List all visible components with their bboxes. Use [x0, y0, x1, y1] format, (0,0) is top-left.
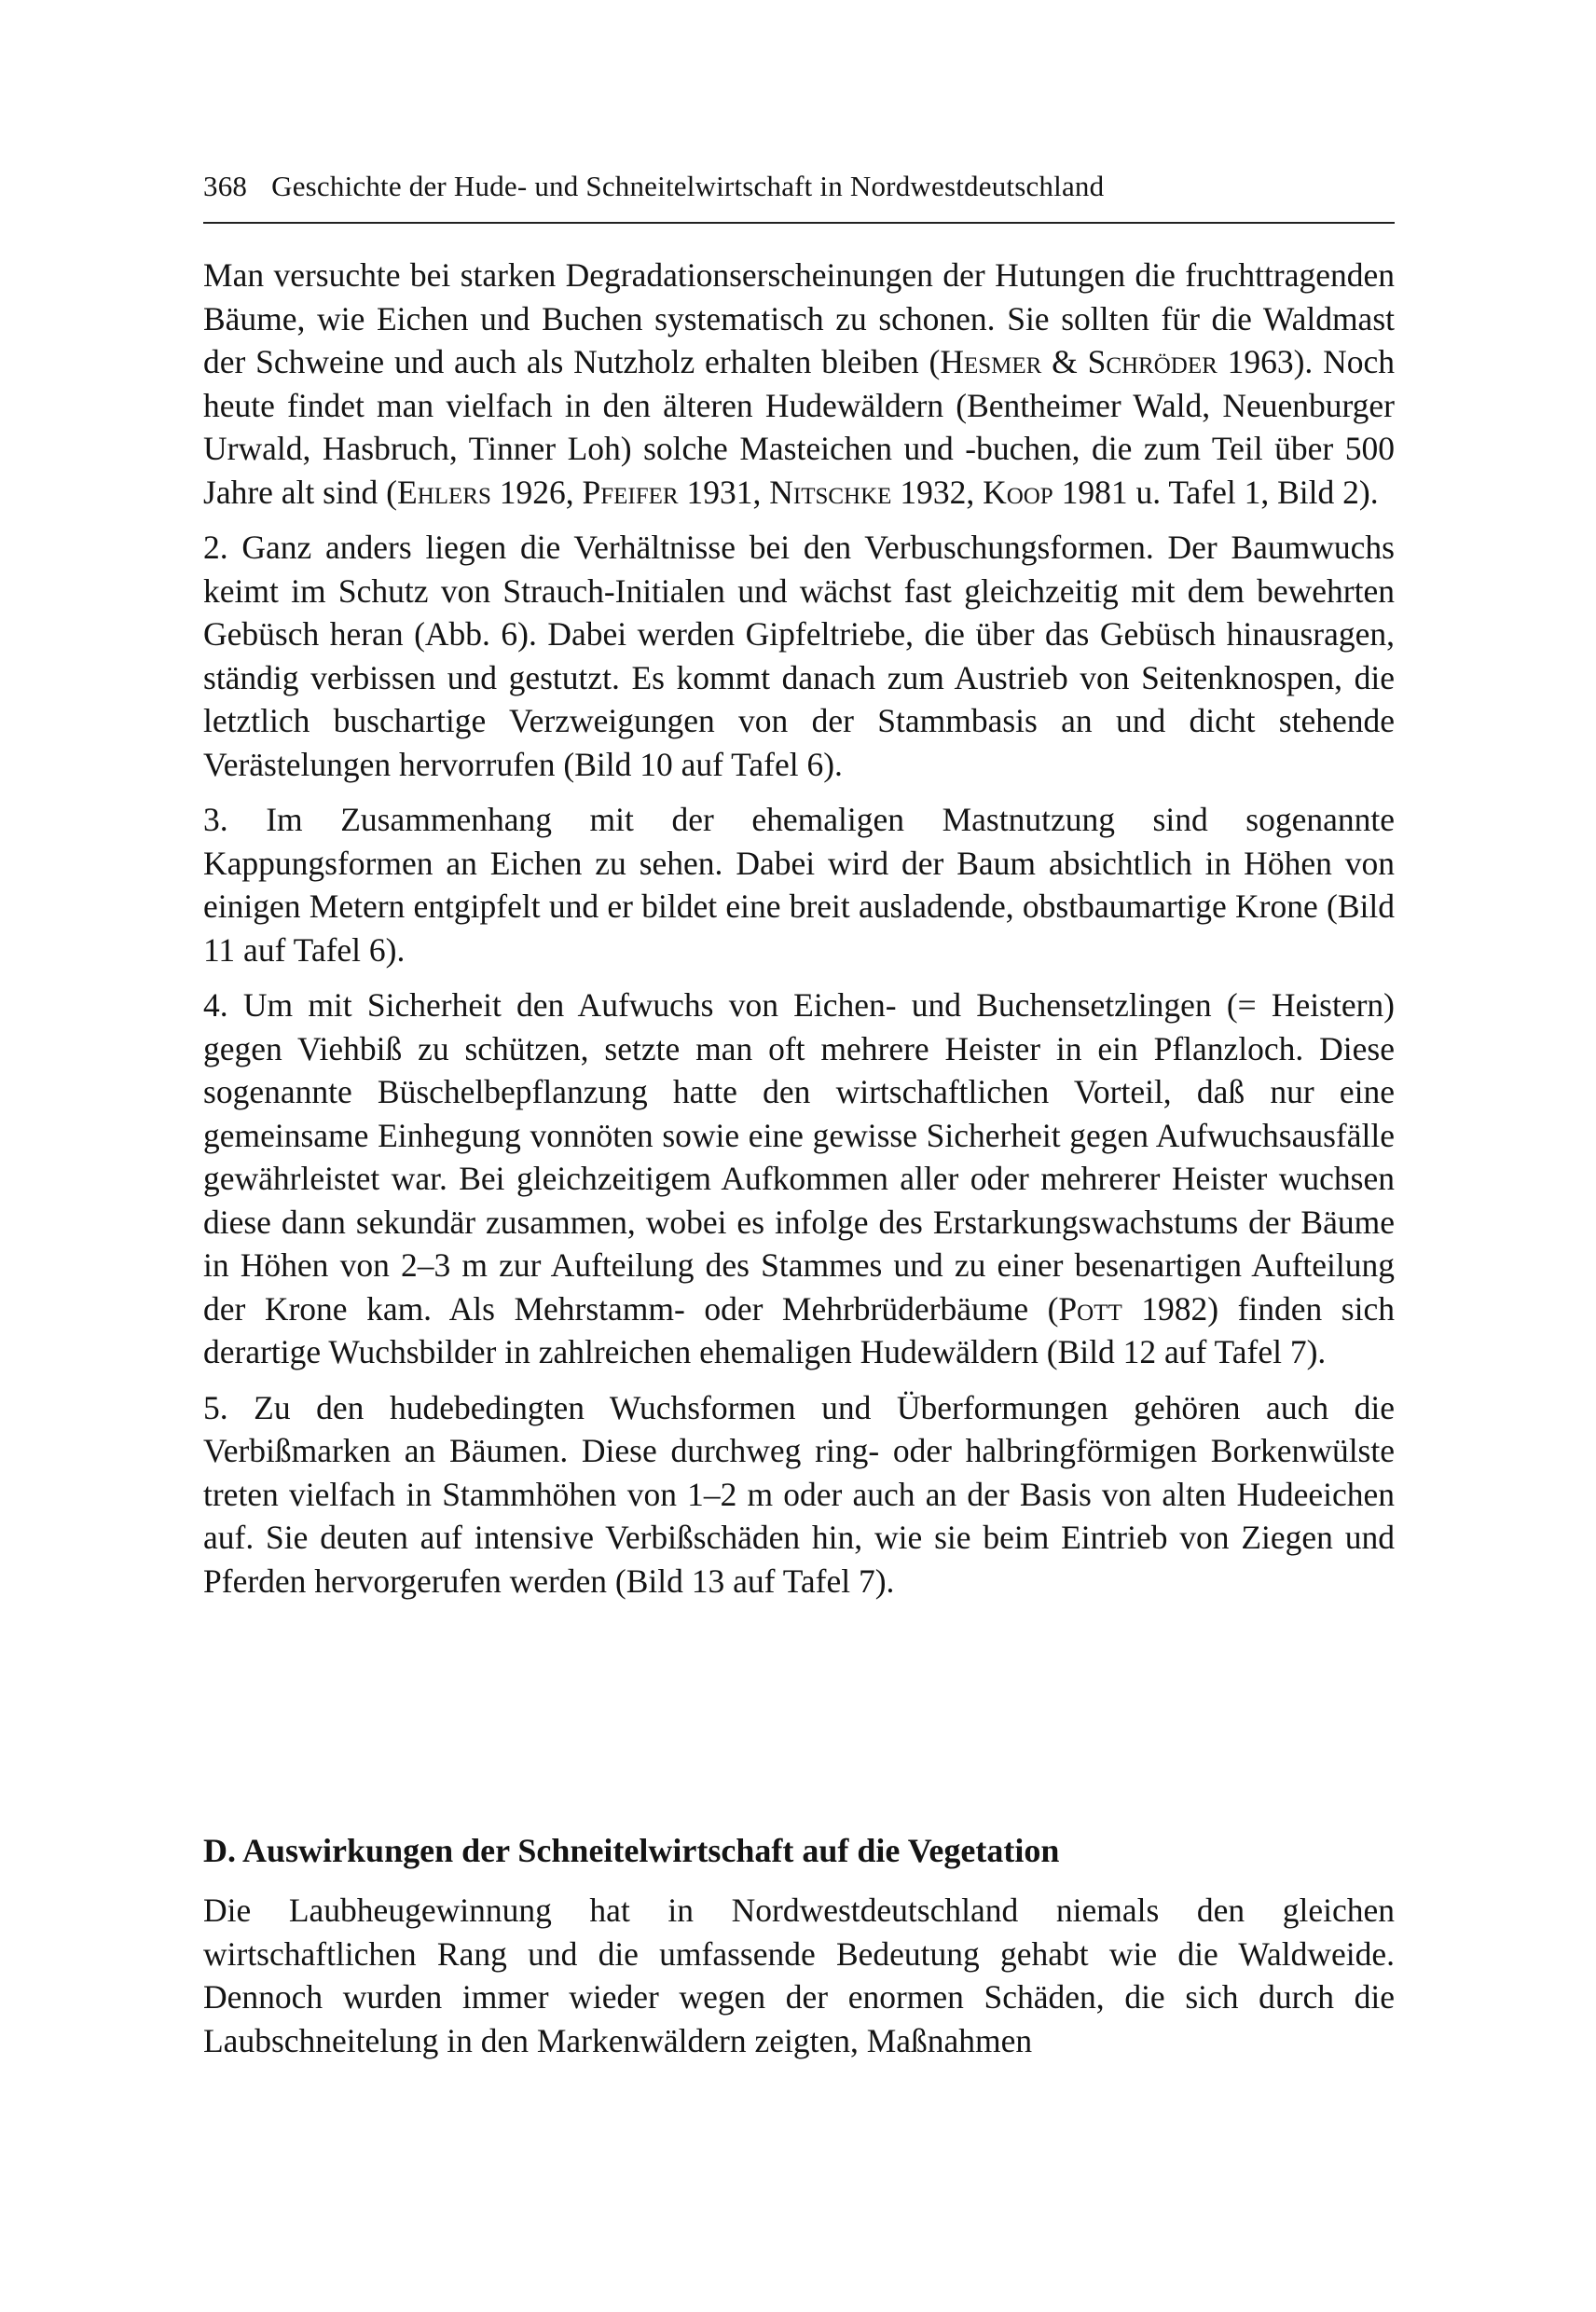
author-citation: Koop: [983, 473, 1053, 511]
author-citation: Pfeifer: [582, 473, 679, 511]
author-citation: Ehlers: [397, 473, 491, 511]
text-run: 5. Zu den hudebedingten Wuchsformen und Überformungen gehören auch die Verbißmarken an Bäumen. Diese durchweg ring- oder halbringförmigen Borkenwülste treten vielfach in Stammhöhen von 1–2 m oder auch an der Basis von alten Hudeeichen auf. Sie deuten auf intensive Verbißschäden hin, wie sie beim Eintrieb von Ziegen und Pferden hervorgerufen werden (Bild 13 auf Tafel 7).: [203, 1388, 1395, 1600]
author-citation: Hesmer: [940, 343, 1042, 380]
running-title: Geschichte der Hude- und Schneitelwirtschaft in Nordwestdeutschland: [271, 170, 1105, 202]
text-run: 4. Um mit Sicherheit den Aufwuchs von Eichen- und Buchensetzlingen (= Heistern) gegen Viehbiß zu schützen, setzte man oft mehrere Heister in ein Pflanzloch. Diese sogenannte Büschelbepflanzung hatte den wirtschaftlichen Vorteil, daß nur eine gemeinsame Einhegung vonnöten sowie eine gewisse Sicherheit gegen Aufwuchsausfälle gewährleistet war. Bei gleichzeitigem Aufkommen aller oder mehrerer Heister wuchsen diese dann sekundär zusammen, wobei es infolge des Erstarkungswachstums der Bäume in Höhen von 2–3 m zur Aufteilung des Stammes und zu einer besenartigen Aufteilung der Krone kam. Als Mehrstamm- oder Mehrbrüderbäume (: [203, 986, 1395, 1328]
text-run: Man versuchte bei starken Degradationserscheinungen der Hutungen die fruchttragenden Bäume, wie Eichen und Buchen systematisch zu schonen. Sie sollten für die Waldmast der Schweine und auch als Nutzholz erhalten bleiben (: [203, 256, 1395, 380]
text-run: &: [1041, 343, 1088, 380]
text-run: 1981 u. Tafel 1, Bild 2).: [1053, 473, 1379, 511]
paragraph-1: [203, 254, 1395, 514]
paragraph-2: [203, 526, 1395, 786]
author-citation: Schröder: [1087, 343, 1218, 380]
main-text-block: [203, 254, 1395, 1615]
section-d-paragraph: Die Laubheugewinnung hat in Nordwestdeutschland niemals den gleichen wirtschaftlichen Rang und die umfassende Bedeutung gehabt wie die Waldweide. Dennoch wurden immer wieder wegen der enormen Schäden, die sich durch die Laubschneitelung in den Markenwäldern zeigten, Maßnahmen: [203, 1892, 1395, 2059]
page-number: 368: [203, 170, 248, 202]
text-run: 1932,: [891, 473, 984, 511]
text-run: 2. Ganz anders liegen die Verhältnisse bei den Verbuschungsformen. Der Baumwuchs keimt im Schutz von Strauch-Initialen und wächst fast gleichzeitig mit dem bewehrten Gebüsch heran (Abb. 6). Dabei werden Gipfeltriebe, die über das Gebüsch hinausragen, ständig verbissen und gestutzt. Es kommt danach zum Austrieb von Seitenknospen, die letztlich buschartige Verzweigungen von der Stammbasis an und dicht stehende Verästelungen hervorrufen (Bild 10 auf Tafel 6).: [203, 529, 1395, 783]
text-run: 3. Im Zusammenhang mit der ehemaligen Mastnutzung sind sogenannte Kappungsformen an Eichen zu sehen. Dabei wird der Baum absichtlich in Höhen von einigen Metern entgipfelt und er bildet eine breit ausladende, obstbaumartige Krone (Bild 11 auf Tafel 6).: [203, 801, 1395, 969]
text-run: 1963). Noch heute findet man vielfach in den älteren Hudewäldern (Bentheimer Wald, Neuenburger Urwald, Hasbruch, Tinner Loh) solche Masteichen und -buchen, die zum Teil über 500 Jahre alt sind (: [203, 343, 1396, 511]
header-rule: [203, 222, 1395, 224]
paragraph-4: [203, 984, 1395, 1374]
author-citation: Pott: [1058, 1289, 1122, 1328]
text-run: 1926,: [490, 473, 583, 511]
author-citation: Nitschke: [769, 473, 892, 511]
section-d-text-block: [203, 1889, 1395, 2074]
paragraph-3: [203, 798, 1395, 971]
section-heading: D. Auswirkungen der Schneitelwirtschaft auf die Vegetation: [203, 1832, 1060, 1869]
text-run: 1931,: [678, 473, 770, 511]
text-run: 1982) finden sich derartige Wuchsbilder in zahlreichen ehemaligen Hudewäldern (Bild 12 auf Tafel 7).: [203, 1289, 1395, 1370]
running-head: [203, 168, 1395, 205]
paragraph-5: [203, 1386, 1395, 1603]
